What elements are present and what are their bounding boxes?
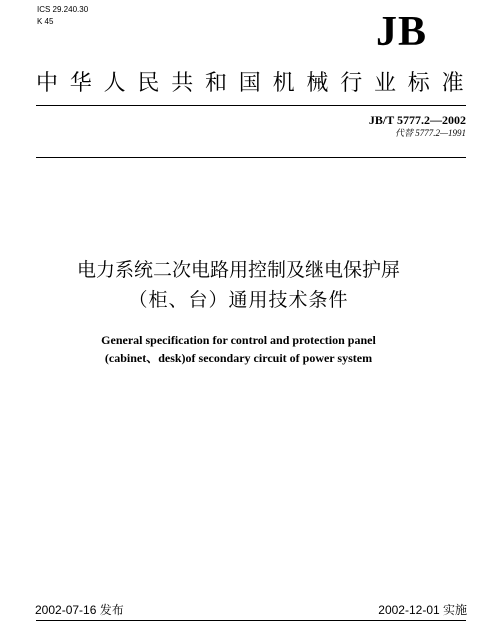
standard-number: JB/T 5777.2—2002 — [368, 113, 466, 127]
english-title-line-1: General specification for control and protection panel — [101, 333, 376, 347]
english-title-line-2: (cabinet、desk)of secondary circuit of power system — [104, 351, 373, 365]
jb-logo: JB — [376, 9, 428, 55]
header-divider-top — [36, 105, 466, 106]
implementation-date: 2002-12-01 实施 — [378, 603, 467, 617]
replaces-standard: 代替 5777.2—1991 — [394, 128, 466, 138]
standard-type-heading: 中华人民共和国机械行业标准 — [36, 71, 476, 96]
footer-divider — [36, 620, 466, 621]
ccs-code: K 45 — [37, 17, 54, 26]
issue-date: 2002-07-16 发布 — [35, 603, 124, 617]
chinese-title-line-1: 电力系统二次电路用控制及继电保护屏 — [76, 259, 400, 281]
chinese-title-line-2: （柜、台）通用技术条件 — [128, 289, 349, 311]
ics-code: ICS 29.240.30 — [37, 5, 89, 14]
header-divider-bottom — [36, 157, 466, 158]
